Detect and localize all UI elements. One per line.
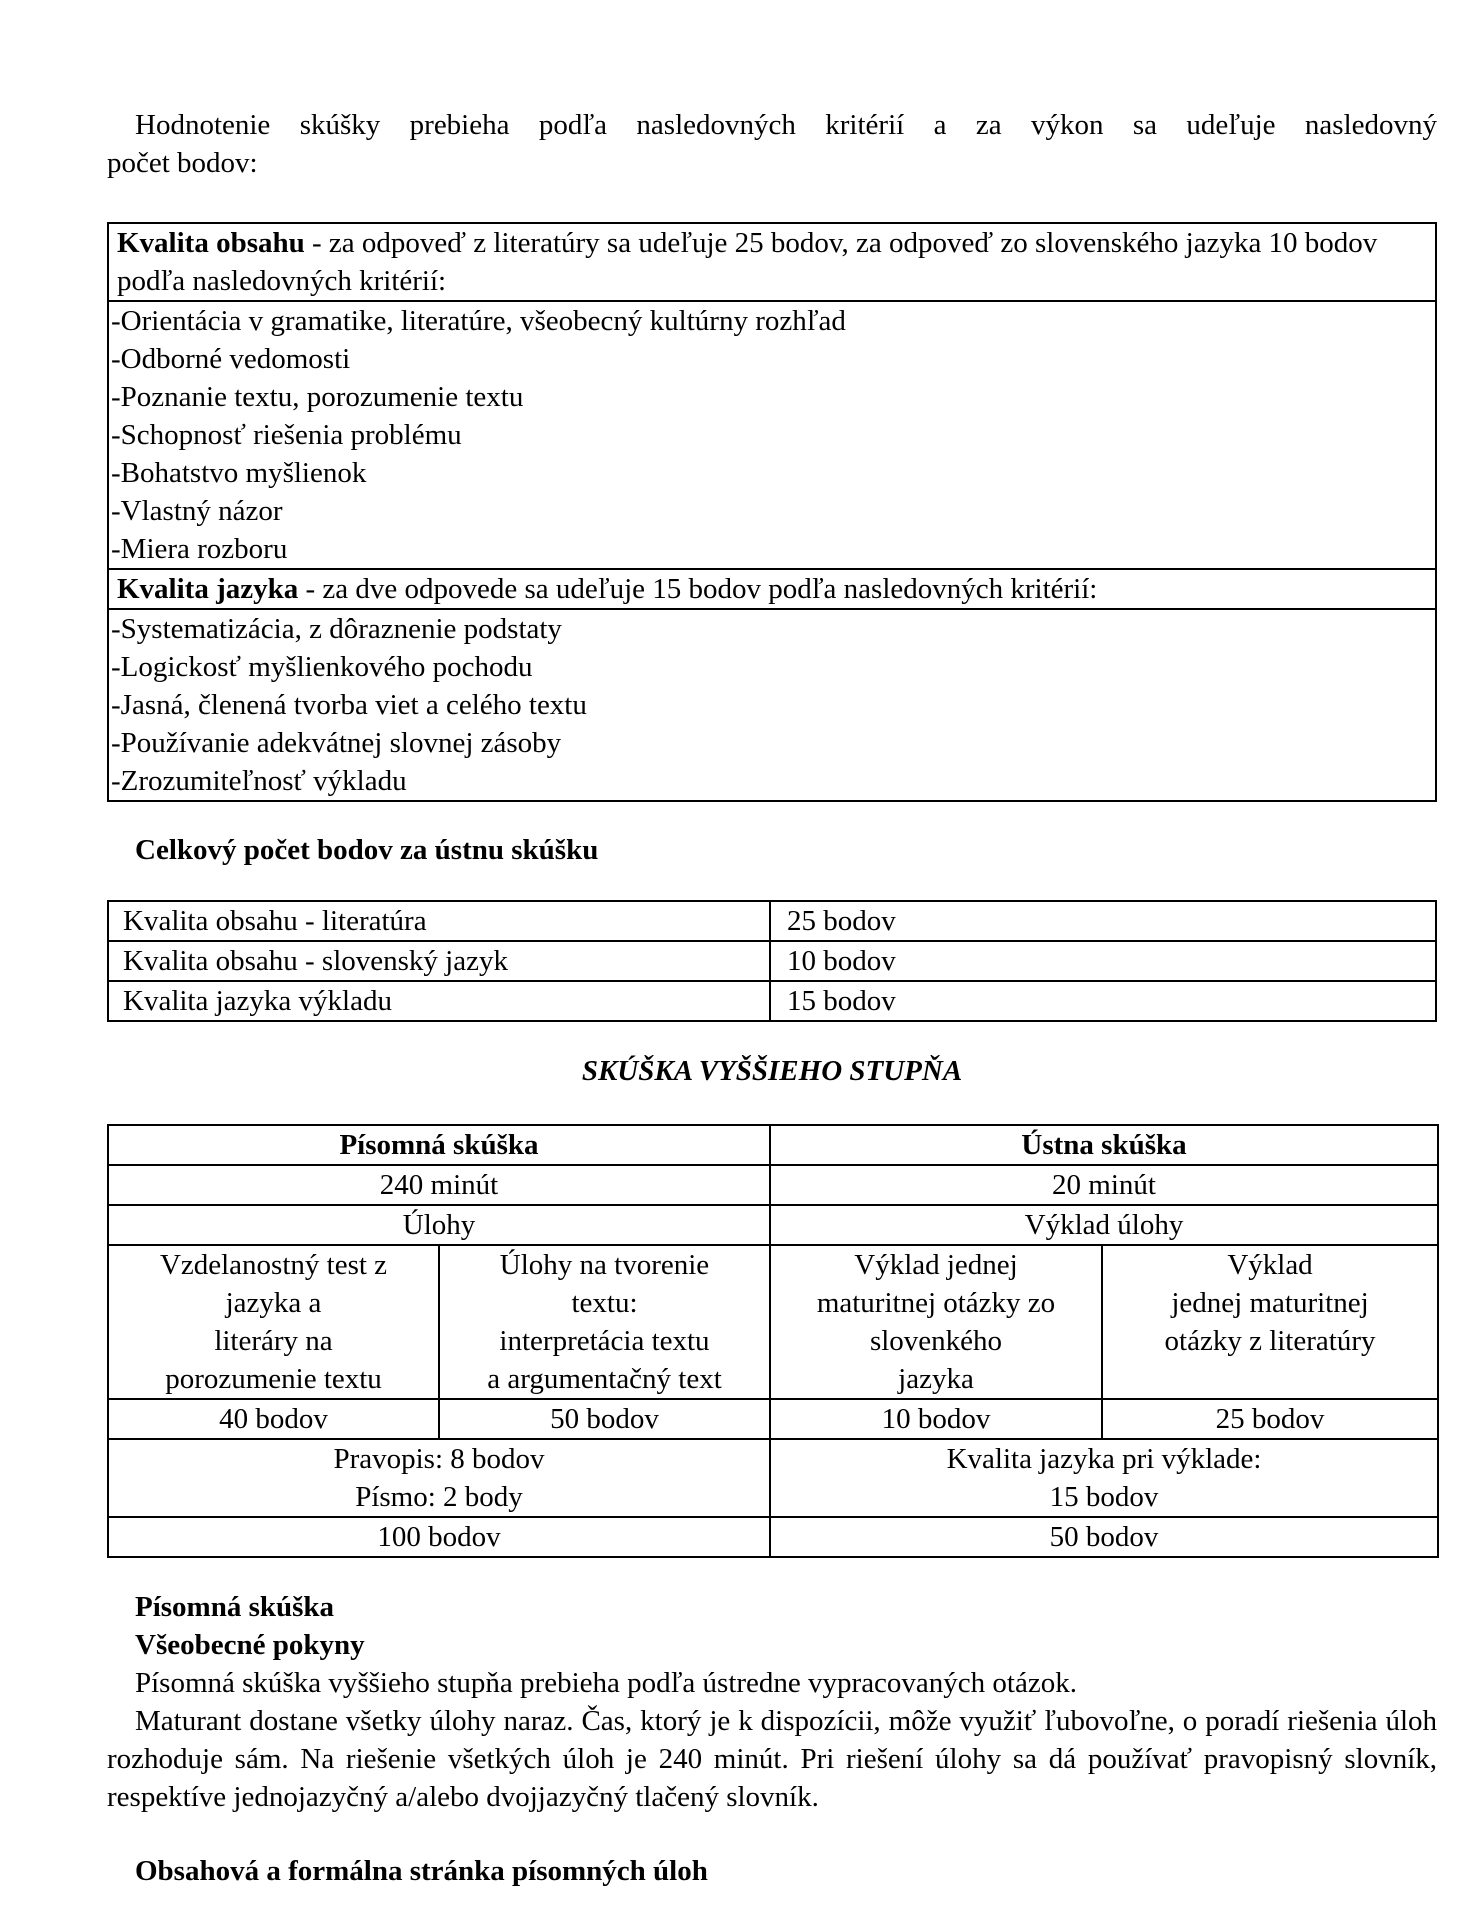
- oral-extra-line: 15 bodov: [1049, 1481, 1159, 1513]
- total-points: 15 bodov: [770, 981, 1436, 1021]
- written-tasks: Úlohy: [108, 1205, 770, 1245]
- list-item: -Zrozumiteľnosť výkladu: [111, 765, 407, 797]
- oral-extra-line: Kvalita jazyka pri výklade:: [946, 1443, 1262, 1475]
- language-quality-items-row: [108, 609, 1436, 801]
- written-exam-para-1: Písomná skúška vyššieho stupňa prebieha podľa ústredne vypracovaných otázok.: [135, 1667, 1077, 1699]
- written-total: 100 bodov: [108, 1517, 770, 1557]
- list-item: -Schopnosť riešenia problému: [111, 419, 462, 451]
- written-exam-title: Písomná skúška: [135, 1591, 335, 1623]
- language-quality-header-row: [108, 569, 1436, 609]
- task-line: jednej maturitnej: [1171, 1287, 1369, 1319]
- task-points: 25 bodov: [1102, 1399, 1438, 1439]
- oral-exam-header: Ústna skúška: [770, 1125, 1438, 1165]
- criteria-table: [107, 222, 1437, 802]
- table-row: [108, 1165, 1438, 1205]
- table-row: [108, 1517, 1438, 1557]
- list-item: -Vlastný názor: [111, 495, 283, 527]
- task-line: Výklad jednej: [854, 1249, 1018, 1281]
- list-item: -Poznanie textu, porozumenie textu: [111, 381, 524, 413]
- task-line: textu:: [571, 1287, 638, 1319]
- higher-level-exam-table: [107, 1124, 1439, 1558]
- task-line: Vzdelanostný test z: [159, 1249, 388, 1281]
- list-item: -Používanie adekvátnej slovnej zásoby: [111, 727, 562, 759]
- oral-total-title: Celkový počet bodov za ústnu skúšku: [135, 834, 599, 866]
- total-label: Kvalita obsahu - slovenský jazyk: [108, 941, 770, 981]
- content-quality-header-row: [108, 223, 1436, 301]
- table-row: [108, 981, 1436, 1021]
- intro-line-2: počet bodov:: [107, 147, 258, 179]
- task-cell: [1102, 1245, 1438, 1399]
- task-line: otázky z literatúry: [1164, 1325, 1376, 1357]
- task-line: jazyka a: [225, 1287, 322, 1319]
- task-points: 10 bodov: [770, 1399, 1102, 1439]
- task-cell: [770, 1245, 1102, 1399]
- language-quality-description: - za dve odpovede sa udeľuje 15 bodov podľa nasledovných kritérií:: [298, 573, 1098, 605]
- intro-line-1: Hodnotenie skúšky prebieha podľa nasledovných kritérií a za výkon sa udeľuje nasledovný: [135, 109, 1437, 141]
- oral-tasks: Výklad úlohy: [770, 1205, 1438, 1245]
- intro-paragraph: [107, 106, 1437, 182]
- content-quality-items-row: [108, 301, 1436, 569]
- list-item: -Bohatstvo myšlienok: [111, 457, 367, 489]
- list-item: -Logickosť myšlienkového pochodu: [111, 651, 533, 683]
- task-points: 50 bodov: [439, 1399, 770, 1439]
- list-item: -Odborné vedomosti: [111, 343, 351, 375]
- content-form-heading: Obsahová a formálna stránka písomných úloh: [135, 1855, 708, 1887]
- content-quality-items: [108, 301, 1436, 569]
- written-extra-line: Pravopis: 8 bodov: [333, 1443, 545, 1475]
- table-row: [108, 1245, 1438, 1399]
- oral-extra-points: [770, 1439, 1438, 1517]
- task-line: Výklad: [1227, 1249, 1313, 1281]
- total-label: Kvalita jazyka výkladu: [108, 981, 770, 1021]
- higher-level-title: SKÚŠKA VYŠŠIEHO STUPŇA: [581, 1055, 963, 1087]
- language-quality-label: Kvalita jazyka: [117, 573, 299, 605]
- task-line: jazyka: [898, 1363, 974, 1395]
- task-line: porozumenie textu: [165, 1363, 382, 1395]
- task-line: literáry na: [214, 1325, 333, 1357]
- table-row: [108, 1125, 1438, 1165]
- table-row: [108, 1205, 1438, 1245]
- task-line: interpretácia textu: [499, 1325, 710, 1357]
- general-instructions-title: Všeobecné pokyny: [135, 1629, 365, 1661]
- written-extra-points: [108, 1439, 770, 1517]
- task-cell: [439, 1245, 770, 1399]
- task-line: maturitnej otázky zo: [816, 1287, 1056, 1319]
- content-quality-label: Kvalita obsahu: [117, 227, 305, 259]
- written-time: 240 minút: [108, 1165, 770, 1205]
- written-exam-header: Písomná skúška: [108, 1125, 770, 1165]
- language-quality-items: [108, 609, 1436, 801]
- task-line: slovenkého: [869, 1325, 1003, 1357]
- task-cell: [108, 1245, 439, 1399]
- table-row: [108, 1399, 1438, 1439]
- task-line: Úlohy na tvorenie: [499, 1249, 710, 1281]
- content-quality-description: - za odpoveď z literatúry sa udeľuje 25 bodov, za odpoveď zo slovenského jazyka 10 bodov podľa nasledovných kritérií:: [117, 227, 1378, 297]
- table-row: [108, 901, 1436, 941]
- table-row: [108, 1439, 1438, 1517]
- total-points: 25 bodov: [770, 901, 1436, 941]
- list-item: -Systematizácia, z dôraznenie podstaty: [111, 613, 562, 645]
- task-points: 40 bodov: [108, 1399, 439, 1439]
- language-quality-header: [108, 569, 1436, 609]
- total-label: Kvalita obsahu - literatúra: [108, 901, 770, 941]
- written-extra-line: Písmo: 2 body: [355, 1481, 523, 1513]
- oral-time: 20 minút: [770, 1165, 1438, 1205]
- content-quality-header: [108, 223, 1436, 301]
- list-item: -Orientácia v gramatike, literatúre, všeobecný kultúrny rozhľad: [111, 305, 846, 337]
- oral-total: 50 bodov: [770, 1517, 1438, 1557]
- oral-totals-table: [107, 900, 1437, 1022]
- task-line: a argumentačný text: [487, 1363, 722, 1395]
- list-item: -Miera rozboru: [111, 533, 288, 565]
- table-row: [108, 941, 1436, 981]
- list-item: -Jasná, členená tvorba viet a celého textu: [111, 689, 587, 721]
- total-points: 10 bodov: [770, 941, 1436, 981]
- written-exam-para-2: Maturant dostane všetky úlohy naraz. Čas, ktorý je k dispozícii, môže využiť ľubovoľne, o poradí riešenia úloh rozhoduje sám. Na riešenie všetkých úloh je 240 minút. Pri riešení úlohy sa dá používať pravopisný slovník, respektíve jednojazyčný a/alebo dvojjazyčný tlačený slovník.: [107, 1705, 1437, 1813]
